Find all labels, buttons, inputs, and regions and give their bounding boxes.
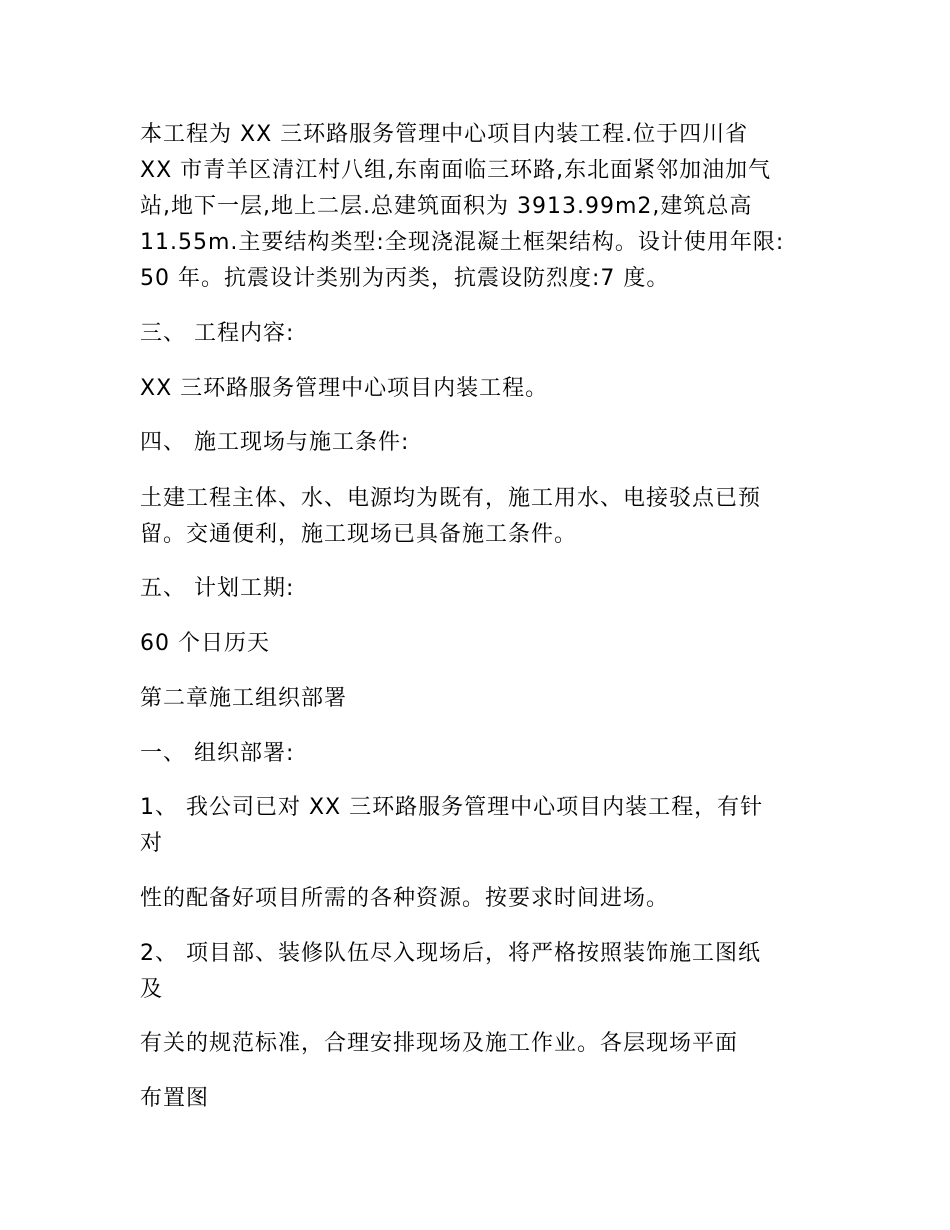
section4-line-1: 土建工程主体、水、电源均为既有，施工用水、电接驳点已预 bbox=[140, 486, 762, 511]
section5-text: 60 个日历天 bbox=[140, 631, 270, 656]
chapter2-title: 第二章施工组织部署 bbox=[140, 686, 348, 711]
org-heading: 一、 组织部署: bbox=[140, 741, 295, 766]
section4-line-2: 留。交通便利，施工现场已具备施工条件。 bbox=[140, 522, 578, 547]
section5-heading: 五、 计划工期: bbox=[140, 576, 295, 601]
item2-line-4: 布置图 bbox=[140, 1086, 210, 1111]
intro-line-4: 11.55m.主要结构类型:全现浇混凝土框架结构。设计使用年限: bbox=[140, 230, 785, 255]
item2-line-3: 有关的规范标准，合理安排现场及施工作业。各层现场平面 bbox=[140, 1031, 739, 1056]
section3-text: XX 三环路服务管理中心项目内装工程。 bbox=[140, 376, 549, 401]
item1-line-3: 性的配备好项目所需的各种资源。按要求时间进场。 bbox=[140, 886, 670, 911]
intro-line-1: 本工程为 XX 三环路服务管理中心项目内装工程.位于四川省 bbox=[140, 122, 749, 147]
intro-line-2: XX 市青羊区清江村八组,东南面临三环路,东北面紧邻加油加气 bbox=[140, 158, 772, 183]
item2-line-2: 及 bbox=[140, 977, 164, 1002]
item1-line-1: 1、 我公司已对 XX 三环路服务管理中心项目内装工程，有针 bbox=[140, 795, 764, 820]
section3-heading: 三、 工程内容: bbox=[140, 321, 295, 346]
item2-line-1: 2、 项目部、装修队伍尽入现场后，将严格按照装饰施工图纸 bbox=[140, 941, 761, 966]
section4-heading: 四、 施工现场与施工条件: bbox=[140, 430, 410, 455]
intro-line-5: 50 年。抗震设计类别为丙类，抗震设防烈度:7 度。 bbox=[140, 266, 670, 291]
item1-line-2: 对 bbox=[140, 831, 164, 856]
intro-line-3: 站,地下一层,地上二层.总建筑面积为 3913.99m2,建筑总高 bbox=[140, 194, 753, 219]
